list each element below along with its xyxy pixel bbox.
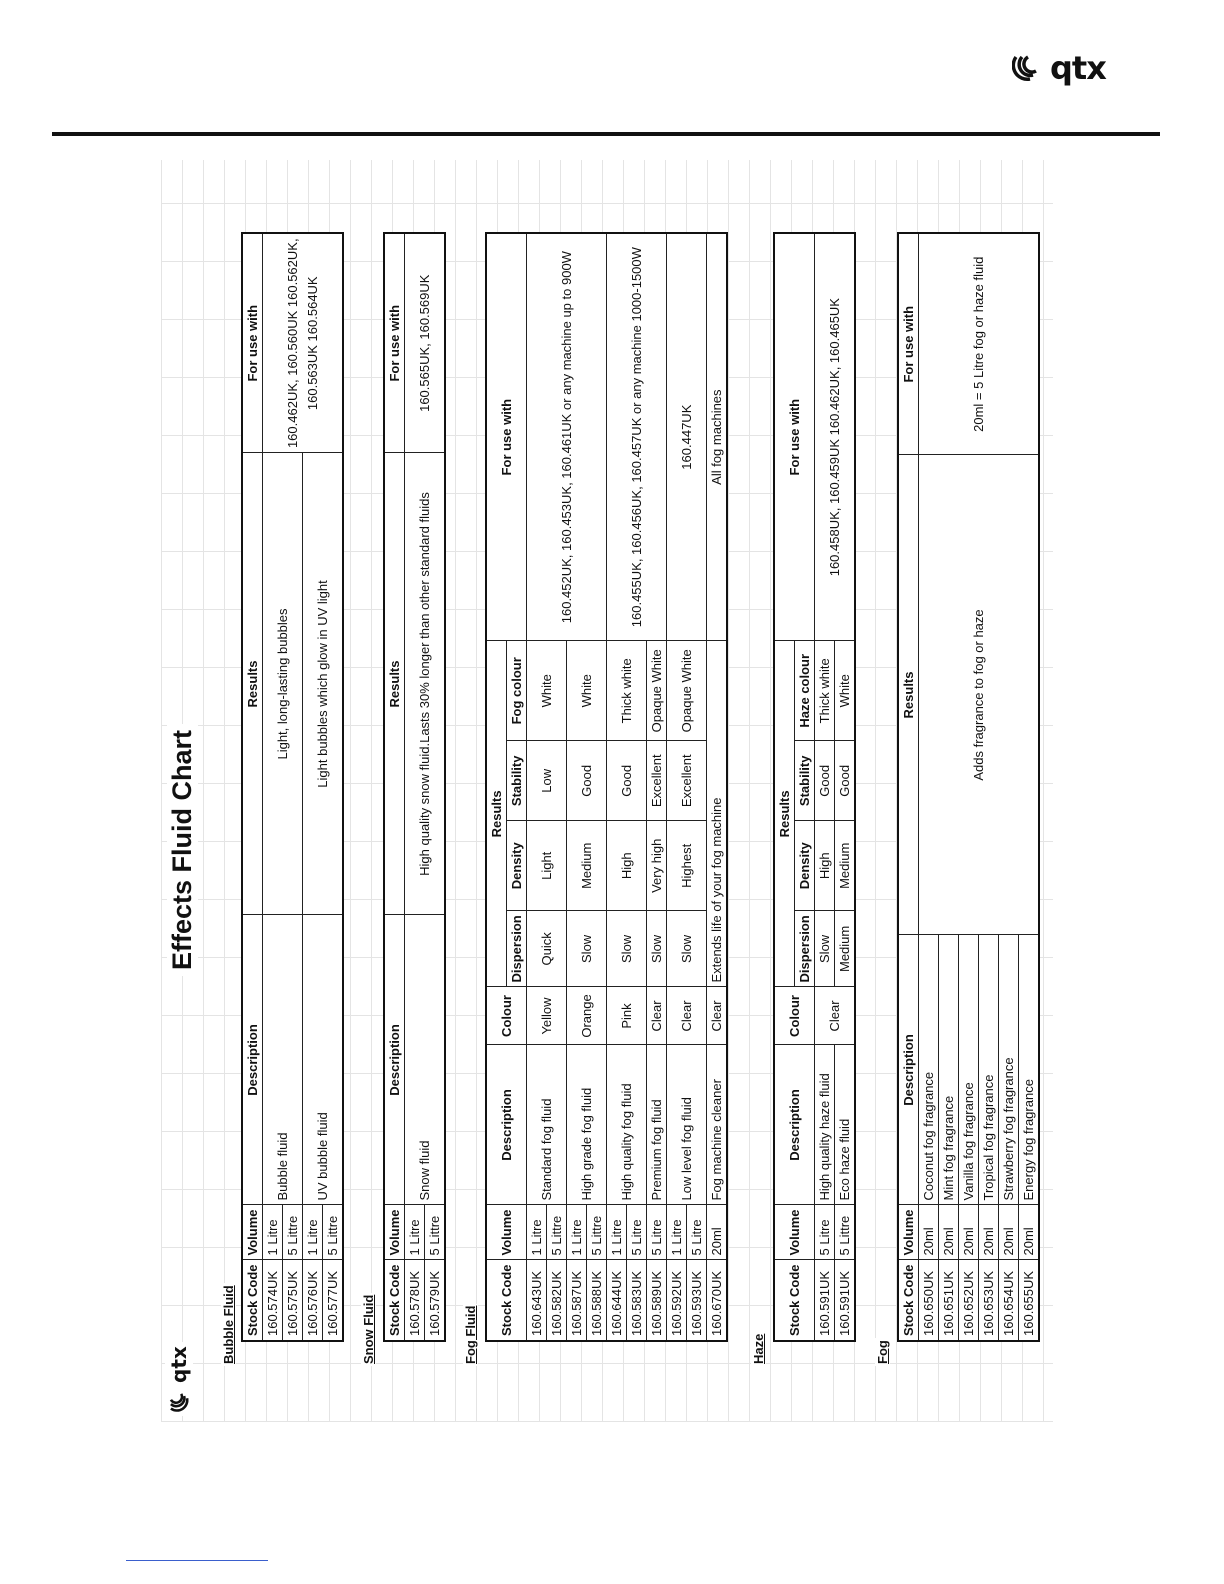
description: Low level fog fluid: [667, 1045, 707, 1205]
density: Light: [527, 821, 567, 911]
volume: 20ml: [1019, 1205, 1040, 1260]
dispersion: Slow: [567, 911, 607, 987]
results: High quality snow fluid.Lasts 30% longer than other standard fluids: [405, 453, 446, 915]
volume: 5 Litre: [687, 1205, 707, 1260]
stock-code: 160.655UK: [1019, 1260, 1040, 1341]
stock-code: 160.591UK: [815, 1260, 835, 1341]
stock-code: 160.652UK: [959, 1260, 979, 1341]
col-stability: Stability: [795, 741, 815, 821]
stock-code: 160.576UK: [303, 1260, 323, 1341]
stock-code: 160.588UK: [587, 1260, 607, 1341]
col-volume: Volume: [384, 1205, 405, 1260]
description: Standard fog fluid: [527, 1045, 567, 1205]
col-volume: Volume: [898, 1205, 919, 1260]
col-results: Results: [898, 455, 919, 935]
col-stock: Stock Code: [242, 1260, 263, 1341]
col-volume: Volume: [486, 1205, 527, 1260]
colour: Pink: [607, 987, 647, 1045]
stock-code: 160.583UK: [627, 1260, 647, 1341]
fog-fluid-table: [485, 232, 728, 1342]
section-title-haze: Haze: [751, 1333, 766, 1364]
table-row: [667, 233, 687, 1341]
volume: 20ml: [959, 1205, 979, 1260]
volume: 5 Litre: [815, 1205, 835, 1260]
qtx-logo-icon: [168, 1386, 190, 1412]
stock-code: 160.650UK: [919, 1260, 939, 1341]
haze-colour: Thick white: [815, 641, 835, 741]
volume: 1 Litre: [405, 1205, 425, 1260]
stock-code: 160.670UK: [707, 1260, 728, 1341]
table-header: [898, 233, 919, 1341]
col-for-use: For use with: [898, 233, 919, 455]
colour: Yellow: [527, 987, 567, 1045]
col-for-use: For use with: [486, 233, 527, 641]
density: Medium: [835, 821, 856, 911]
description: Coconut fog fragrance: [919, 935, 939, 1205]
density: High: [607, 821, 647, 911]
description: Strawberry fog fragrance: [999, 935, 1019, 1205]
stock-code: 160.593UK: [687, 1260, 707, 1341]
stock-code: 160.575UK: [283, 1260, 303, 1341]
results: Light, long-lasting bubbles: [263, 453, 303, 915]
stability: Good: [567, 741, 607, 821]
fluid-chart-frame: [161, 160, 1053, 1422]
for-use: 160.462UK, 160.560UK 160.562UK, 160.563UK 160.564UK: [263, 233, 344, 453]
volume: 1 Litre: [527, 1205, 547, 1260]
volume: 20ml: [979, 1205, 999, 1260]
col-results: Results: [774, 641, 795, 987]
table-row: [405, 233, 425, 1341]
for-use: 160.447UK: [667, 233, 707, 641]
stock-code: 160.643UK: [527, 1260, 547, 1341]
table-row: [527, 233, 547, 1341]
description: High quality fog fluid: [607, 1045, 647, 1205]
volume: 5 Litre: [647, 1205, 667, 1260]
stock-code: 160.591UK: [835, 1260, 856, 1341]
stability: Good: [607, 741, 647, 821]
col-for-use: For use with: [242, 233, 263, 453]
page-title: Effects Fluid Chart: [167, 724, 198, 976]
stability: Good: [815, 741, 835, 821]
stability: Good: [835, 741, 856, 821]
volume: 1 Litre: [263, 1205, 283, 1260]
description: UV bubble fluid: [303, 915, 344, 1205]
description: Vanilla fog fragrance: [959, 935, 979, 1205]
table-header: [486, 233, 507, 1341]
description: High quality haze fluid: [815, 1045, 835, 1205]
volume: 20ml: [919, 1205, 939, 1260]
dispersion: Slow: [647, 911, 667, 987]
table-row: [607, 233, 627, 1341]
section-title-bubble: Bubble Fluid: [221, 1285, 236, 1364]
volume: 5 Litre: [627, 1205, 647, 1260]
table-row: [707, 233, 728, 1341]
col-results: Results: [486, 641, 507, 987]
stability: Excellent: [667, 741, 707, 821]
stock-code: 160.651UK: [939, 1260, 959, 1341]
qtx-logo-icon: [1012, 53, 1046, 83]
chart-logo: [165, 1342, 193, 1416]
chart-brand: qtx: [167, 1346, 191, 1383]
for-use: 20ml = 5 Litre fog or haze fluid: [919, 233, 1040, 455]
stock-code: 160.587UK: [567, 1260, 587, 1341]
dispersion: Medium: [835, 911, 856, 987]
col-for-use: For use with: [384, 233, 405, 453]
volume: 5 Littre: [835, 1205, 856, 1260]
stock-code: 160.589UK: [647, 1260, 667, 1341]
table-row: [263, 233, 283, 1341]
fog-colour: White: [527, 641, 567, 741]
results: Light bubbles which glow in UV light: [303, 453, 344, 915]
col-volume: Volume: [242, 1205, 263, 1260]
footer-line: [126, 1560, 268, 1561]
haze-colour: White: [835, 641, 856, 741]
snow-table: [383, 232, 446, 1342]
for-use: 160.565UK, 160.569UK: [405, 233, 446, 453]
colour: Clear: [815, 987, 856, 1045]
density: Medium: [567, 821, 607, 911]
volume: 1 Litre: [303, 1205, 323, 1260]
stability: Excellent: [647, 741, 667, 821]
dispersion: Quick: [527, 911, 567, 987]
col-density: Density: [507, 821, 527, 911]
table-header: [774, 233, 795, 1341]
brand-name: qtx: [1050, 49, 1106, 87]
col-results: Results: [242, 453, 263, 915]
stock-code: 160.582UK: [547, 1260, 567, 1341]
volume: 20ml: [999, 1205, 1019, 1260]
colour: Clear: [647, 987, 667, 1045]
fog-colour: Opaque White: [647, 641, 667, 741]
description: Bubble fluid: [263, 915, 303, 1205]
volume: 5 Littre: [425, 1205, 446, 1260]
bubble-table: [241, 232, 344, 1342]
col-results: Results: [384, 453, 405, 915]
density: Very high: [647, 821, 667, 911]
fog-colour: Thick white: [607, 641, 647, 741]
section-title-fog: Fog: [875, 1340, 890, 1364]
dispersion: Slow: [607, 911, 647, 987]
col-description: Description: [242, 915, 263, 1205]
stock-code: 160.653UK: [979, 1260, 999, 1341]
description: Eco haze fluid: [835, 1045, 856, 1205]
col-dispersion: Dispersion: [795, 911, 815, 987]
description: Energy fog fragrance: [1019, 935, 1040, 1205]
volume: 1 Litre: [667, 1205, 687, 1260]
stock-code: 160.574UK: [263, 1260, 283, 1341]
brand-logo: [1012, 46, 1112, 90]
description: Premium fog fluid: [647, 1045, 667, 1205]
description: Snow fluid: [405, 915, 446, 1205]
col-stock: Stock Code: [384, 1260, 405, 1341]
col-stock: Stock Code: [486, 1260, 527, 1341]
stock-code: 160.577UK: [323, 1260, 344, 1341]
fog-colour: White: [567, 641, 607, 741]
colour: Clear: [667, 987, 707, 1045]
stock-code: 160.644UK: [607, 1260, 627, 1341]
col-for-use: For use with: [774, 233, 815, 641]
fog-colour: Opaque White: [667, 641, 707, 741]
density: High: [815, 821, 835, 911]
col-density: Density: [795, 821, 815, 911]
col-volume: Volume: [774, 1205, 815, 1260]
col-fog-colour: Fog colour: [507, 641, 527, 741]
dispersion: Slow: [815, 911, 835, 987]
table-row: [815, 233, 835, 1341]
stock-code: 160.654UK: [999, 1260, 1019, 1341]
description: Fog machine cleaner: [707, 1045, 728, 1205]
col-stock: Stock Code: [774, 1260, 815, 1341]
col-description: Description: [898, 935, 919, 1205]
table-header: [242, 233, 263, 1341]
col-description: Description: [486, 1045, 527, 1205]
description: Tropical fog fragrance: [979, 935, 999, 1205]
stock-code: 160.578UK: [405, 1260, 425, 1341]
density: Highest: [667, 821, 707, 911]
volume: 5 Littre: [587, 1205, 607, 1260]
col-haze-colour: Haze colour: [795, 641, 815, 741]
col-stability: Stability: [507, 741, 527, 821]
volume: 5 Littre: [283, 1205, 303, 1260]
col-description: Description: [384, 915, 405, 1205]
for-use: 160.455UK, 160.456UK, 160.457UK or any machine 1000-1500W: [607, 233, 667, 641]
col-colour: Colour: [486, 987, 527, 1045]
colour: Orange: [567, 987, 607, 1045]
stock-code: 160.592UK: [667, 1260, 687, 1341]
dispersion: Slow: [667, 911, 707, 987]
volume: 20ml: [939, 1205, 959, 1260]
results: Adds fragrance to fog or haze: [919, 455, 1040, 935]
section-title-fog-fluid: Fog Fluid: [463, 1305, 478, 1364]
col-stock: Stock Code: [898, 1260, 919, 1341]
volume: 1 Litre: [567, 1205, 587, 1260]
table-row: [919, 233, 939, 1341]
table-header: [384, 233, 405, 1341]
for-use: All fog machines: [707, 233, 728, 641]
volume: 5 Littre: [547, 1205, 567, 1260]
col-colour: Colour: [774, 987, 815, 1045]
stability: Low: [527, 741, 567, 821]
col-dispersion: Dispersion: [507, 911, 527, 987]
fog-fragrance-table: [897, 232, 1040, 1342]
haze-table: [773, 232, 856, 1342]
description: Mint fog fragrance: [939, 935, 959, 1205]
description: High grade fog fluid: [567, 1045, 607, 1205]
volume: 20ml: [707, 1205, 728, 1260]
col-description: Description: [774, 1045, 815, 1205]
volume: 1 Litre: [607, 1205, 627, 1260]
volume: 5 Littre: [323, 1205, 344, 1260]
for-use: 160.458UK, 160.459UK 160.462UK, 160.465UK: [815, 233, 856, 641]
header-rule: [52, 132, 1160, 136]
fluid-chart: [161, 160, 1053, 1422]
colour: Clear: [707, 987, 728, 1045]
results: Extends life of your fog machine: [707, 641, 728, 987]
stock-code: 160.579UK: [425, 1260, 446, 1341]
for-use: 160.452UK, 160.453UK, 160.461UK or any machine up to 900W: [527, 233, 607, 641]
section-title-snow: Snow Fluid: [361, 1294, 376, 1364]
